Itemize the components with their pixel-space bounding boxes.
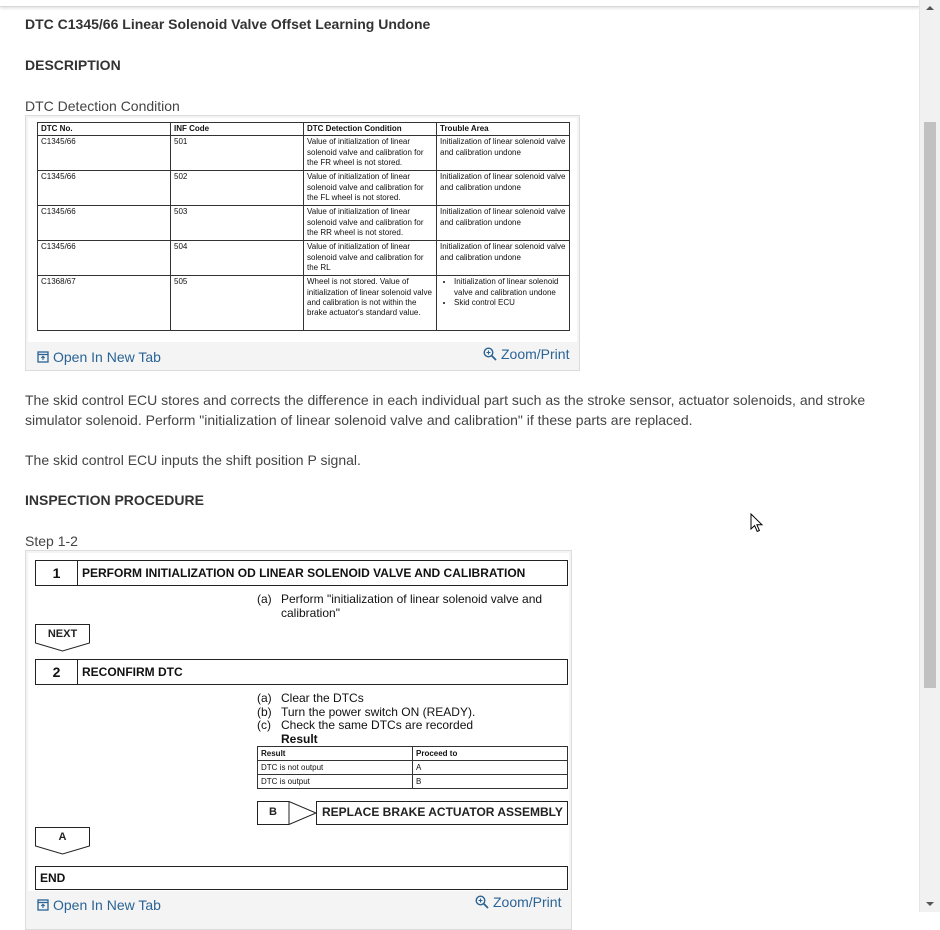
inf-cell: 504 bbox=[171, 241, 304, 276]
figure-footer bbox=[26, 344, 579, 370]
condition-cell: Value of initialization of linear solenoid valve and calibration for the RR wheel is not stored. bbox=[304, 206, 437, 241]
area-cell: Initialization of linear solenoid valve and calibration undone bbox=[437, 136, 570, 171]
scrollbar-thumb[interactable] bbox=[924, 122, 936, 688]
paragraph-shift-signal: The skid control ECU inputs the shift position P signal. bbox=[25, 452, 361, 468]
table-row bbox=[38, 171, 570, 206]
dtc-table bbox=[37, 122, 570, 331]
b-tag bbox=[257, 801, 319, 830]
inf-cell: 501 bbox=[171, 136, 304, 171]
zoom-print-link[interactable] bbox=[475, 894, 561, 910]
step-figure bbox=[25, 550, 572, 930]
instruction-label: (b) bbox=[257, 704, 272, 719]
instruction-text bbox=[281, 593, 542, 620]
figure-footer bbox=[26, 892, 571, 918]
zoom-print-label: Zoom/Print bbox=[501, 346, 570, 362]
table-row bbox=[38, 276, 570, 331]
step-figure-image bbox=[28, 553, 569, 891]
area-list-item: • Initialization of linear solenoid valve and calibration undone bbox=[454, 277, 566, 298]
step-1-box bbox=[35, 560, 568, 586]
top-toolbar-edge bbox=[0, 0, 920, 7]
table-row bbox=[258, 775, 568, 789]
zoom-icon bbox=[475, 895, 489, 909]
zoom-print-link[interactable] bbox=[483, 346, 569, 362]
vertical-scrollbar[interactable] bbox=[919, 0, 940, 912]
table-row bbox=[38, 136, 570, 171]
zoom-print-label: Zoom/Print bbox=[493, 894, 562, 910]
result-cell: DTC is not output bbox=[258, 761, 413, 775]
table-header-cell: Proceed to bbox=[413, 747, 568, 761]
next-label: NEXT bbox=[47, 628, 78, 640]
end-box: END bbox=[35, 866, 568, 890]
zoom-icon bbox=[483, 347, 497, 361]
instruction-text: Turn the power switch ON (READY). bbox=[281, 704, 476, 719]
dtc-table-caption: DTC Detection Condition bbox=[25, 98, 180, 114]
open-tab-icon bbox=[37, 351, 49, 363]
result-cell: DTC is output bbox=[258, 775, 413, 789]
page-title: DTC C1345/66 Linear Solenoid Valve Offset Learning Undone bbox=[25, 16, 431, 32]
condition-cell: Value of initialization of linear solenoid valve and calibration for the FR wheel is not stored. bbox=[304, 136, 437, 171]
instruction-text: Check the same DTCs are recorded bbox=[281, 718, 474, 732]
table-row bbox=[258, 761, 568, 775]
open-tab-icon bbox=[37, 899, 49, 911]
inf-cell: 502 bbox=[171, 171, 304, 206]
inspection-heading: INSPECTION PROCEDURE bbox=[25, 492, 204, 508]
condition-cell: Value of initialization of linear solenoid valve and calibration for the FL wheel is not stored. bbox=[304, 171, 437, 206]
condition-cell: Value of initialization of linear solenoid valve and calibration for the RL bbox=[304, 241, 437, 276]
a-label: A bbox=[58, 831, 67, 843]
table-header-cell: DTC Detection Condition bbox=[304, 123, 437, 136]
instruction-item bbox=[257, 692, 557, 706]
dtc-cell: C1345/66 bbox=[38, 206, 171, 241]
chevron-up-icon bbox=[926, 5, 934, 11]
step-title: PERFORM INITIALIZATION OD LINEAR SOLENOID VALVE AND CALIBRATION bbox=[82, 566, 526, 580]
instruction-label: (a) bbox=[257, 592, 272, 606]
dtc-figure-image bbox=[28, 118, 577, 342]
mouse-cursor-icon bbox=[750, 513, 764, 533]
instruction-text: Clear the DTCs bbox=[281, 691, 364, 705]
a-tag bbox=[35, 827, 91, 860]
instruction-line: Perform "initialization of linear solenoid valve and bbox=[281, 592, 543, 606]
scroll-down-button[interactable] bbox=[920, 896, 940, 912]
table-header-cell: INF Code bbox=[171, 123, 304, 136]
description-heading: DESCRIPTION bbox=[25, 57, 121, 73]
open-new-tab-label: Open In New Tab bbox=[53, 349, 161, 365]
table-row bbox=[38, 206, 570, 241]
step-number: 1 bbox=[36, 561, 78, 585]
table-header-cell: Trouble Area bbox=[437, 123, 570, 136]
result-table bbox=[257, 746, 568, 789]
instruction-item bbox=[257, 706, 557, 720]
proceed-cell: B bbox=[413, 775, 568, 789]
table-row bbox=[38, 241, 570, 276]
condition-cell: Wheel is not stored. Value of initialization of linear solenoid valve and calibration is not within the brake actuator's standard value. bbox=[304, 276, 437, 331]
area-cell: Initialization of linear solenoid valve and calibration undone bbox=[437, 206, 570, 241]
dtc-cell: C1345/66 bbox=[38, 171, 171, 206]
table-header-row bbox=[258, 747, 568, 761]
b-label: B bbox=[269, 806, 277, 818]
inf-cell: 505 bbox=[171, 276, 304, 331]
open-new-tab-link[interactable] bbox=[37, 349, 161, 365]
instruction-line: calibration" bbox=[281, 605, 340, 620]
dtc-cell: C1368/67 bbox=[38, 276, 171, 331]
table-header-cell: Result bbox=[258, 747, 413, 761]
area-cell bbox=[437, 276, 570, 331]
open-new-tab-link[interactable] bbox=[37, 897, 161, 913]
area-list-item: • Skid control ECU bbox=[454, 298, 566, 308]
open-new-tab-label: Open In New Tab bbox=[53, 897, 161, 913]
dtc-figure bbox=[25, 115, 580, 371]
chevron-down-icon bbox=[926, 901, 934, 907]
area-cell: Initialization of linear solenoid valve and calibration undone bbox=[437, 171, 570, 206]
step-1-instructions bbox=[257, 593, 557, 620]
dtc-cell: C1345/66 bbox=[38, 241, 171, 276]
instruction-label: (a) bbox=[257, 691, 272, 705]
instruction-label: (c) bbox=[257, 718, 271, 732]
table-header-row bbox=[38, 123, 570, 136]
proceed-cell: A bbox=[413, 761, 568, 775]
result-heading-row bbox=[257, 733, 557, 747]
replace-actuator-box: REPLACE BRAKE ACTUATOR ASSEMBLY bbox=[316, 801, 568, 825]
next-tag bbox=[35, 624, 91, 657]
result-heading: Result bbox=[281, 731, 318, 746]
instruction-item bbox=[257, 593, 557, 620]
scroll-up-button[interactable] bbox=[920, 0, 940, 16]
step-2-instructions bbox=[257, 692, 557, 746]
step-2-box bbox=[35, 659, 568, 685]
step-number: 2 bbox=[36, 660, 78, 684]
step-caption: Step 1-2 bbox=[25, 533, 78, 549]
paragraph-ecu-corrects: The skid control ECU stores and corrects the difference in each individual part such as the stroke sensor, actuator solenoids, and stroke simulator solenoid. Perform "initialization of linear solenoid valve and calibration" if these parts are replaced. bbox=[25, 392, 866, 428]
instruction-item bbox=[257, 719, 557, 733]
step-title: RECONFIRM DTC bbox=[82, 665, 183, 679]
inf-cell: 503 bbox=[171, 206, 304, 241]
dtc-cell: C1345/66 bbox=[38, 136, 171, 171]
area-cell: Initialization of linear solenoid valve and calibration undone bbox=[437, 241, 570, 276]
table-header-cell: DTC No. bbox=[38, 123, 171, 136]
